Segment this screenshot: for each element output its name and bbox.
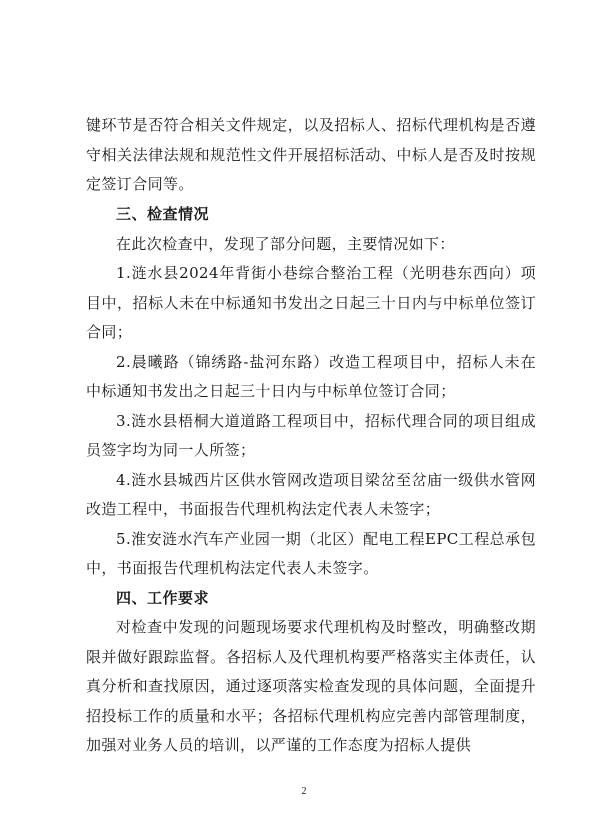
section-4-heading: 四、工作要求 (116, 588, 210, 607)
section-3-heading: 三、检查情况 (116, 205, 210, 223)
section-3-lead: 在此次检查中，发现了部分问题，主要情况如下： (116, 234, 455, 253)
section-3-item-3: 3.涟水县梧桐大道道路工程项目中，招标代理合同的项目组成员签字均为同一人所签； (86, 411, 536, 459)
intro-paragraph (86, 111, 536, 200)
section-3-item-2: 2.晨曦路（锦绣路-盐河东路）改造工程项目中，招标人未在中标通知书发出之日起三十日内与中标单位签订合同； (86, 352, 536, 400)
page-number: 2 (301, 786, 307, 797)
section-3-item-4: 4.涟水县城西片区供水管网改造项目梁岔至岔庙一级供水管网改造工程中，书面报告代理机构法定代表人未签字； (86, 470, 536, 518)
intro-text: 键环节是否符合相关文件规定，以及招标人、招标代理机构是否遵守相关法律法规和规范性文件开展招标活动、中标人是否及时按规定签订合同等。 (86, 116, 536, 193)
section-3-item-5: 5.淮安涟水汽车产业园一期（北区）配电工程EPC工程总承包中，书面报告代理机构法定代表人未签字。 (86, 529, 536, 577)
section-3 (86, 200, 536, 761)
section-4-body: 对检查中发现的问题现场要求代理机构及时整改，明确整改期限并做好跟踪监督。各招标人及代理机构要严格落实主体责任，认真分析和查找原因，通过逐项落实检查发现的具体问题，全面提升招投标工作的质量和水平；各招标代理机构应完善内部管理制度，加强对业务人员的培训，以严谨的工作态度为招标人提供 (86, 618, 536, 754)
section-3-item-1: 1.涟水县2024年背街小巷综合整治工程（光明巷东西向）项目中，招标人未在中标通知书发出之日起三十日内与中标单位签订合同； (86, 264, 536, 341)
